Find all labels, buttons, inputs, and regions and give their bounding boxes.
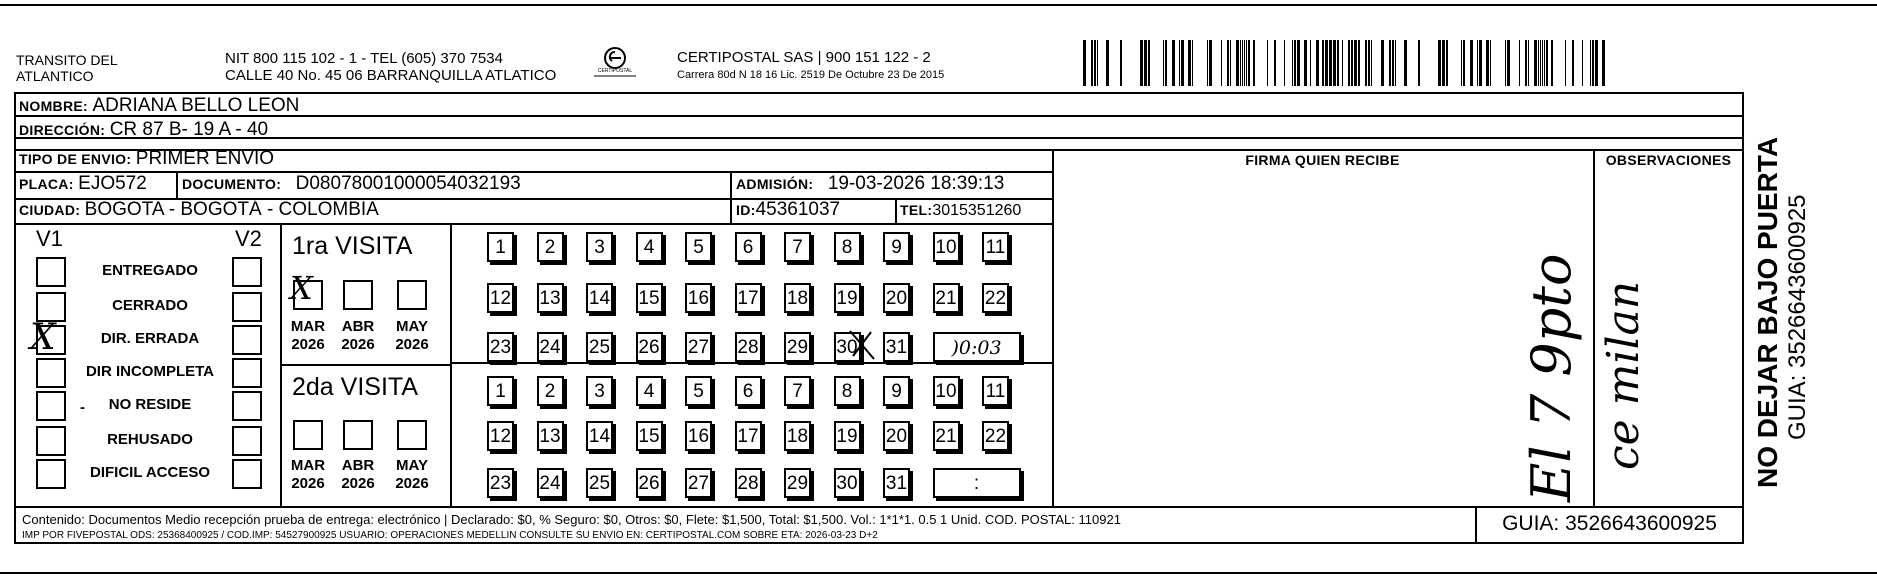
visit1-title: 1ra VISITA bbox=[292, 232, 413, 260]
day-box[interactable]: 1 bbox=[487, 376, 514, 406]
admision-value: 19-03-2026 18:39:13 bbox=[827, 173, 1005, 194]
time-box[interactable]: )0:03 bbox=[933, 332, 1021, 362]
day30-strike-mark bbox=[847, 326, 877, 369]
day-box[interactable]: 24 bbox=[537, 332, 564, 362]
footer-guia: GUIA: 3526643600925 bbox=[1502, 512, 1717, 535]
nombre-value: ADRIANA BELLO LEON bbox=[92, 95, 300, 116]
day-box[interactable]: 11 bbox=[982, 232, 1009, 262]
visit2-title: 2da VISITA bbox=[292, 373, 418, 401]
month-label: ABR 2026 bbox=[341, 457, 375, 492]
org-contact: NIT 800 115 102 - 1 - TEL (605) 370 7534 CALLE 40 No. 45 06 BARRANQUILLA ATLATICO bbox=[225, 50, 557, 84]
day-box[interactable]: 11 bbox=[982, 376, 1009, 406]
observaciones-handwriting: ce milan bbox=[1598, 280, 1649, 470]
day-box[interactable]: 8 bbox=[834, 232, 861, 262]
placa-cell: PLACA: EJO572 bbox=[19, 173, 147, 194]
observaciones-header: OBSERVACIONES bbox=[1605, 152, 1732, 168]
month-checkbox[interactable] bbox=[397, 280, 427, 310]
day-box[interactable]: 15 bbox=[636, 421, 663, 451]
day-box[interactable]: 15 bbox=[636, 283, 663, 313]
ciudad-cell: CIUDAD: BOGOTA - BOGOTÁ - COLOMBIA bbox=[19, 199, 379, 220]
day-box[interactable]: 1 bbox=[487, 232, 514, 262]
month-label: ABR 2026 bbox=[341, 318, 375, 353]
day-box[interactable]: 23 bbox=[487, 468, 514, 498]
day-box[interactable]: 27 bbox=[685, 332, 712, 362]
day-box[interactable]: 6 bbox=[735, 376, 762, 406]
day-box[interactable]: 13 bbox=[537, 421, 564, 451]
certipostal-logo: CERTIPOSTAL bbox=[592, 46, 638, 80]
v2-label: V2 bbox=[235, 226, 262, 251]
day-box[interactable]: 27 bbox=[685, 468, 712, 498]
time-box[interactable]: : bbox=[933, 468, 1021, 498]
day-box[interactable]: 18 bbox=[784, 283, 811, 313]
day-box[interactable]: 17 bbox=[735, 283, 762, 313]
day-box[interactable]: 7 bbox=[784, 232, 811, 262]
day-box[interactable]: 4 bbox=[636, 232, 663, 262]
status-label: DIFICIL ACCESO bbox=[89, 464, 210, 481]
carrier-address: Carrera 80d N 18 16 Lic. 2519 De Octubre 23 De 2015 bbox=[677, 69, 945, 81]
day-box[interactable]: 14 bbox=[586, 421, 613, 451]
day-box[interactable]: 31 bbox=[883, 468, 910, 498]
day-box[interactable]: 19 bbox=[834, 421, 861, 451]
barcode bbox=[1080, 40, 1610, 86]
day-box[interactable]: 20 bbox=[883, 283, 910, 313]
month-checkbox[interactable] bbox=[343, 420, 373, 450]
day-box[interactable]: 10 bbox=[933, 376, 960, 406]
day-box[interactable]: 20 bbox=[883, 421, 910, 451]
day-box[interactable]: 24 bbox=[537, 468, 564, 498]
day-box[interactable]: 19 bbox=[834, 283, 861, 313]
tipo-envio-value: PRIMER ENVIO bbox=[135, 148, 275, 169]
nombre-row: NOMBRE: ADRIANA BELLO LEON bbox=[19, 95, 300, 116]
day-box[interactable]: 25 bbox=[586, 468, 613, 498]
month-label: MAY 2026 bbox=[395, 457, 429, 492]
no-reside-bullet: - bbox=[80, 399, 85, 416]
visit1-month-mark: X bbox=[290, 269, 313, 307]
id-value: 45361037 bbox=[755, 199, 841, 220]
day-box[interactable]: 16 bbox=[685, 421, 712, 451]
day-box[interactable]: 23 bbox=[487, 332, 514, 362]
month-checkbox[interactable] bbox=[343, 280, 373, 310]
day-box[interactable]: 14 bbox=[586, 283, 613, 313]
day-box[interactable]: 22 bbox=[982, 421, 1009, 451]
ciudad-value: BOGOTA - BOGOTÁ - COLOMBIA bbox=[84, 199, 379, 220]
day-box[interactable]: 5 bbox=[685, 232, 712, 262]
v1-label: V1 bbox=[36, 226, 63, 251]
footer-imp: IMP POR FIVEPOSTAL ODS: 25368400925 / COD.IMP: 54527900925 USUARIO: OPERACIONES MEDELLIN CONSULTE SU ENVIO EN: CERTIPOSTAL.COM SOBRE ETA: 2026-03-23 D+2 bbox=[22, 530, 878, 541]
day-box[interactable]: 7 bbox=[784, 376, 811, 406]
tel-value: 3015351260 bbox=[932, 202, 1022, 219]
v1-dir-errada-mark: X bbox=[30, 317, 56, 358]
carrier-name: CERTIPOSTAL SAS | 900 151 122 - 2 bbox=[677, 49, 931, 66]
placa-value: EJO572 bbox=[78, 173, 147, 194]
direccion-value: CR 87 B- 19 A - 40 bbox=[109, 119, 269, 140]
firma-handwriting: El 7 9pto bbox=[1520, 253, 1583, 502]
month-checkbox[interactable] bbox=[397, 420, 427, 450]
day-box[interactable]: 5 bbox=[685, 376, 712, 406]
day-box[interactable]: 16 bbox=[685, 283, 712, 313]
day-box[interactable]: 28 bbox=[735, 332, 762, 362]
admision-cell: ADMISIÓN: 19-03-2026 18:39:13 bbox=[736, 173, 1005, 194]
day-box[interactable]: 10 bbox=[933, 232, 960, 262]
no-dejar-bajo-puerta: NO DEJAR BAJO PUERTA bbox=[1752, 136, 1783, 488]
day-box[interactable]: 2 bbox=[537, 232, 564, 262]
month-label: MAY 2026 bbox=[395, 318, 429, 353]
status-label: CERRADO bbox=[112, 297, 188, 314]
id-cell: ID:45361037 bbox=[736, 199, 841, 220]
day-box[interactable]: 17 bbox=[735, 421, 762, 451]
day-box[interactable]: 4 bbox=[636, 376, 663, 406]
day-box[interactable]: 29 bbox=[784, 332, 811, 362]
day-box[interactable]: 9 bbox=[883, 232, 910, 262]
day-box[interactable]: 2 bbox=[537, 376, 564, 406]
day-box[interactable]: 22 bbox=[982, 283, 1009, 313]
direccion-row: DIRECCIÓN: CR 87 B- 19 A - 40 bbox=[19, 119, 269, 140]
side-guia: GUIA: 3526643600925 bbox=[1784, 194, 1811, 440]
day-box[interactable]: 21 bbox=[933, 421, 960, 451]
day-box[interactable]: 3 bbox=[586, 376, 613, 406]
day-box[interactable]: 21 bbox=[933, 283, 960, 313]
day-box[interactable]: 26 bbox=[636, 332, 663, 362]
day-box[interactable]: 28 bbox=[735, 468, 762, 498]
tipo-envio-row: TIPO DE ENVIO: PRIMER ENVIO bbox=[19, 148, 275, 169]
status-label: NO RESIDE bbox=[108, 396, 192, 413]
day-box[interactable]: 31 bbox=[883, 332, 910, 362]
day-box[interactable]: 12 bbox=[487, 421, 514, 451]
tel-cell: TEL:3015351260 bbox=[900, 202, 1022, 219]
status-label: ENTREGADO bbox=[102, 262, 198, 279]
day-box[interactable]: 12 bbox=[487, 283, 514, 313]
day-box[interactable]: 9 bbox=[883, 376, 910, 406]
day-box[interactable]: 30 bbox=[834, 468, 861, 498]
day-box[interactable]: 25 bbox=[586, 332, 613, 362]
day-box[interactable]: 6 bbox=[735, 232, 762, 262]
day-box[interactable]: 18 bbox=[784, 421, 811, 451]
month-label: MAR 2026 bbox=[290, 318, 326, 353]
day-box[interactable]: 29 bbox=[784, 468, 811, 498]
firma-header: FIRMA QUIEN RECIBE bbox=[1245, 152, 1400, 168]
org-name: TRANSITO DEL ATLANTICO bbox=[16, 52, 118, 84]
day-box[interactable]: 3 bbox=[586, 232, 613, 262]
status-label: DIR INCOMPLETA bbox=[85, 363, 215, 380]
footer-contenido: Contenido: Documentos Medio recepción prueba de entrega: electrónico | Declarado: $0, % Seguro: $0, Otros: $0, Flete: $1,500, Total: $1,500. Vol.: 1*1*1. 0.5 1 Unid. COD. POSTAL: 110921 bbox=[22, 512, 1121, 527]
documento-value: D08078001000054032193 bbox=[295, 173, 521, 194]
bottom-border bbox=[0, 572, 1877, 574]
status-label: REHUSADO bbox=[107, 431, 193, 448]
month-label: MAR 2026 bbox=[290, 457, 326, 492]
day-box[interactable]: 13 bbox=[537, 283, 564, 313]
top-border bbox=[0, 4, 1877, 6]
day-box[interactable]: 8 bbox=[834, 376, 861, 406]
documento-cell: DOCUMENTO: D08078001000054032193 bbox=[182, 173, 521, 194]
month-checkbox[interactable] bbox=[293, 420, 323, 450]
day-box[interactable]: 26 bbox=[636, 468, 663, 498]
day-box[interactable]: 30 bbox=[834, 332, 861, 362]
status-label: DIR. ERRADA bbox=[100, 330, 200, 347]
